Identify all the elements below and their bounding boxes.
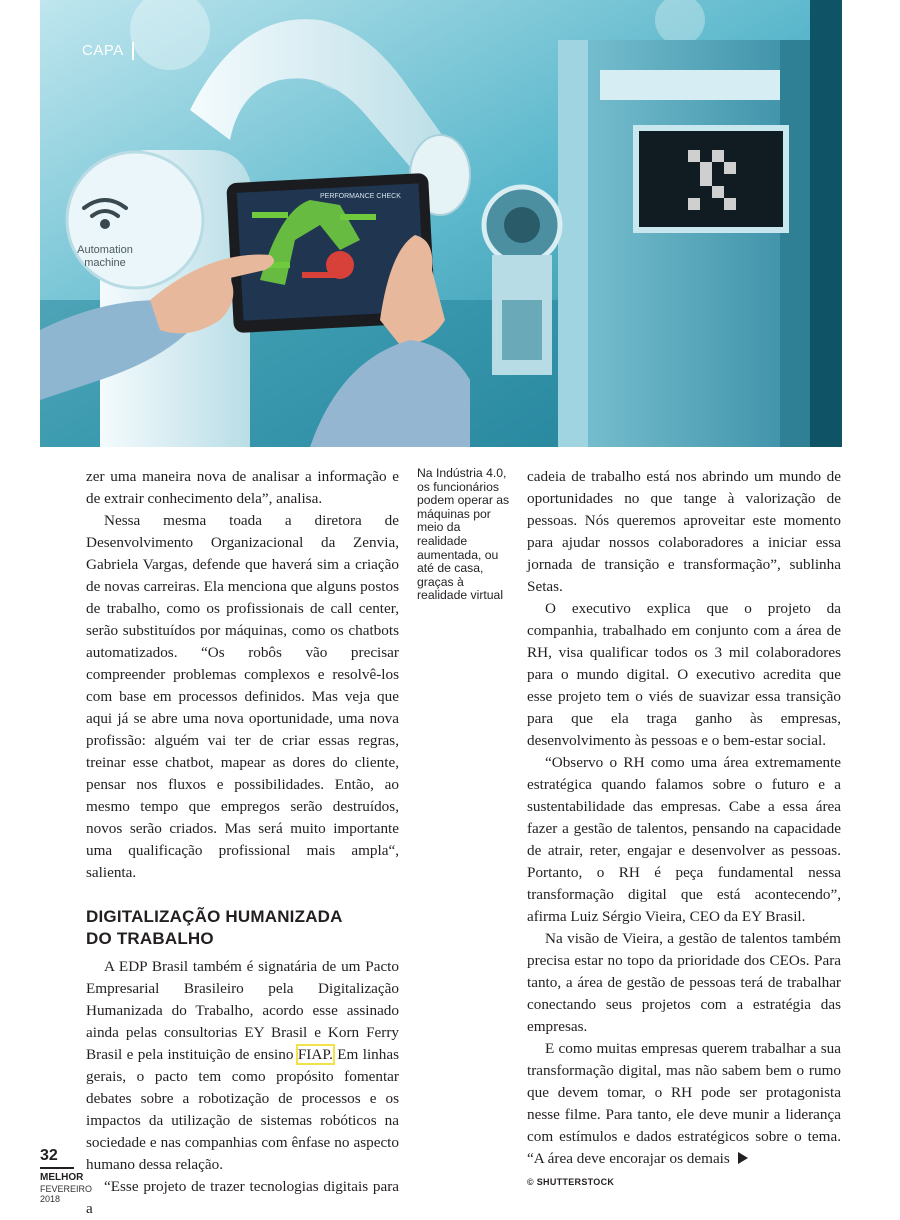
robot-label-2: machine: [84, 257, 126, 269]
section-subhead: [86, 906, 399, 950]
cover-photo: [40, 0, 842, 447]
page-number: 32: [40, 1147, 74, 1169]
article-column-left: [86, 466, 399, 1220]
col3-paragraph-5-text: E como muitas empresas querem trabalhar a sua transformação digital, mas não sabem bem o rumo que devem tomar, o RH pode ser protagonista nesse filme. Para tanto, ele deve munir a liderança com estímulos e dados estratégicos sobre o tema. “A área deve encorajar os demais: [527, 1040, 841, 1167]
col3-paragraph-3: “Observo o RH como uma área extremamente estratégica quando falamos sobre o futuro e a sustentabilidade das empresas. Cabe a essa área fazer a gestão de talentos, pensando na capacidade de atrair, reter, engajar e desenvolver as pessoas. Portanto, o RH é peça fundamental nessa transformação digital que está acontecendo”, afirma Luiz Sérgio Vieira, CEO da EY Brasil.: [527, 754, 841, 925]
edition-month: FEVEREIRO: [40, 1184, 93, 1194]
article-column-right: [527, 466, 841, 1170]
fiap-highlight: FIAP.: [297, 1046, 333, 1063]
p3-text-before: A EDP Brasil também é signatária de um Pacto Empresarial Brasileiro pela Digitalização Humanizada do Trabalho, acordo esse assinado ainda pelas consultorias EY Brasil e Korn Ferry Brasil e pela instituição de ensino: [86, 958, 399, 1063]
col3-paragraph-5: [527, 1038, 841, 1170]
folio: [40, 1147, 92, 1204]
edition-year: 2018: [40, 1194, 61, 1204]
col1-paragraph-4: “Esse projeto de trazer tecnologias digitais para a: [86, 1178, 399, 1217]
p3-text-after: Em linhas gerais, o pacto tem como propósito fomentar debates sobre a robotização de processos e os impactos da utilização de sistemas robóticos na sociedade e nas companhias com ênfase no aspecto humano dessa relação.: [86, 1046, 399, 1173]
col3-paragraph-1: cadeia de trabalho está nos abrindo um mundo de oportunidades no que tange à valorização de pessoas. Nós queremos aproveitar este momento para ajudar nossos colaboradores a iniciar essa jornada de transição e transformação”, sublinha Setas.: [527, 468, 841, 595]
col1-paragraph-3: [86, 956, 399, 1176]
subhead-line-2: DO TRABALHO: [86, 929, 214, 948]
photo-caption: Na Indústria 4.0, os funcionários podem operar as máquinas por meio da realidade aumentada, ou até de casa, graças à realidade virtual: [417, 466, 510, 603]
photo-credit: © SHUTTERSTOCK: [527, 1177, 615, 1187]
subhead-line-1: DIGITALIZAÇÃO HUMANIZADA: [86, 907, 343, 926]
robot-tablet-illustration: [40, 0, 842, 447]
col1-paragraph-1: zer uma maneira nova de analisar a informação e de extrair conhecimento dela”, analisa.: [86, 468, 399, 507]
magazine-name: MELHOR: [40, 1172, 84, 1183]
col1-paragraph-2: Nessa mesma toada a diretora de Desenvolvimento Organizacional da Zenvia, Gabriela Vargas, defende que haverá sim a criação de novas carreiras. Ela menciona que alguns postos de trabalho, como os profissionais de call center, serão substituídos por máquinas, como os chatbots automatizados. “Os robôs vão precisar compreender problemas complexos e resolvê-los com base em processos definidos. Mas veja que aqui já se abre uma nova oportunidade, uma nova profissão: alguém vai ter de criar essas regras, treinar esse chatbot, mapear as dores do cliente, pensar nos fluxos e possibilidades. Então, ao mesmo tempo que empregos serão destruídos, novos serão criados. Mas será muito importante uma qualificação profissional mais ampla“, salienta.: [86, 512, 399, 881]
robot-label-1: Automation: [77, 244, 133, 256]
continue-arrow-icon: [738, 1152, 748, 1164]
tablet-title: PERFORMANCE CHECK: [320, 193, 401, 200]
col3-paragraph-4: Na visão de Vieira, a gestão de talentos também precisa estar no topo da prioridade dos CEOs. Para tanto, a área de gestão de pessoas terá de trabalhar conectando seus projetos com a estratégia das empresas.: [527, 930, 841, 1035]
section-tag: CAPA: [82, 42, 134, 60]
col3-paragraph-2: O executivo explica que o projeto da companhia, trabalhado em conjunto com a área de RH, visa qualificar todos os 3 mil colaboradores para o mundo digital. O executivo acredita que esse projeto tem o viés de suavizar essa transição para que ela traga ganho às empresas, desenvolvimento às pessoas e o bem-estar social.: [527, 600, 841, 749]
